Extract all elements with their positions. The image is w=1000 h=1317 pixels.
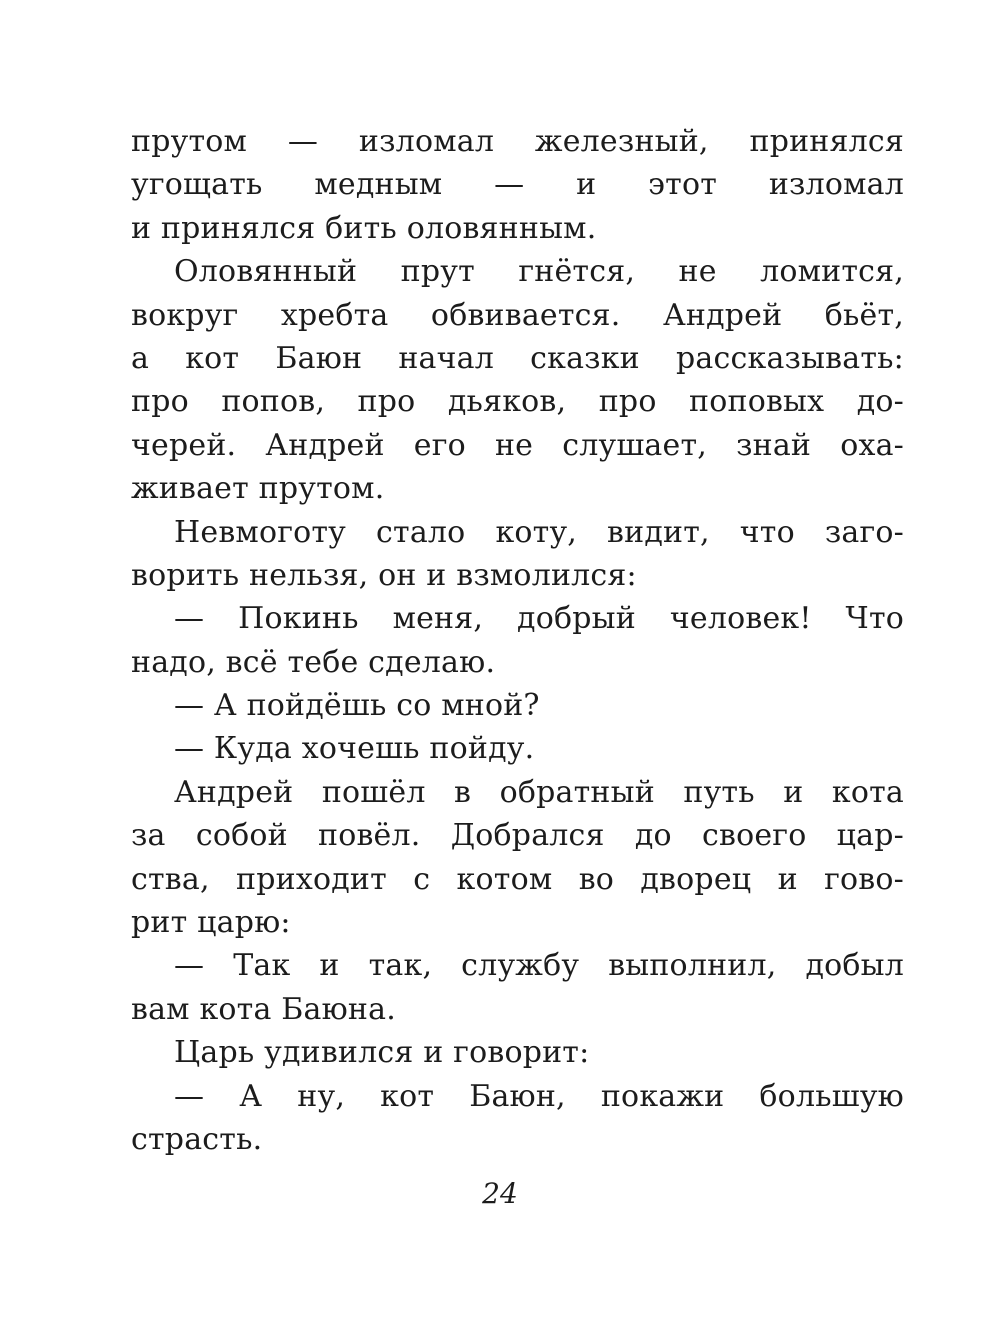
text-line: ства, приходит с котом во дворец и гово- bbox=[131, 861, 904, 897]
text-line: — А пойдёшь со мной? bbox=[174, 688, 540, 724]
text-line: черей. Андрей его не слушает, знай оха- bbox=[131, 427, 904, 463]
text-line: Невмоготу стало коту, видит, что заго- bbox=[174, 514, 904, 550]
page-number: 24 bbox=[482, 1177, 518, 1210]
text-line: живает прутом. bbox=[131, 471, 385, 507]
text-line: Оловянный прут гнётся, не ломится, bbox=[174, 254, 904, 290]
text-line: Андрей пошёл в обратный путь и кота bbox=[174, 774, 904, 810]
text-line: про попов, про дьяков, про поповых до- bbox=[131, 384, 904, 420]
text-line: страсть. bbox=[131, 1121, 263, 1157]
text-line: и принялся бить оловянным. bbox=[131, 210, 597, 246]
text-line: рит царю: bbox=[131, 905, 291, 941]
text-line: надо, всё тебе сделаю. bbox=[131, 644, 496, 680]
text-line: вам кота Баюна. bbox=[131, 991, 396, 1027]
text-line: за собой повёл. Добрался до своего цар- bbox=[131, 818, 904, 854]
text-line: ворить нельзя, он и взмолился: bbox=[131, 557, 637, 593]
text-line: вокруг хребта обвивается. Андрей бьёт, bbox=[131, 297, 904, 333]
text-line: — Покинь меня, добрый человек! Что bbox=[174, 601, 904, 637]
text-line: — Так и так, службу выполнил, добыл bbox=[174, 948, 904, 984]
text-line: а кот Баюн начал сказки рассказывать: bbox=[131, 340, 904, 376]
body-text bbox=[131, 120, 904, 1161]
text-line: угощать медным — и этот изломал bbox=[131, 167, 904, 203]
text-line: — А ну, кот Баюн, покажи большую bbox=[174, 1078, 904, 1114]
text-line: прутом — изломал железный, принялся bbox=[131, 124, 904, 159]
text-line: Царь удивился и говорит: bbox=[174, 1035, 590, 1071]
text-line: — Куда хочешь пойду. bbox=[174, 731, 535, 767]
